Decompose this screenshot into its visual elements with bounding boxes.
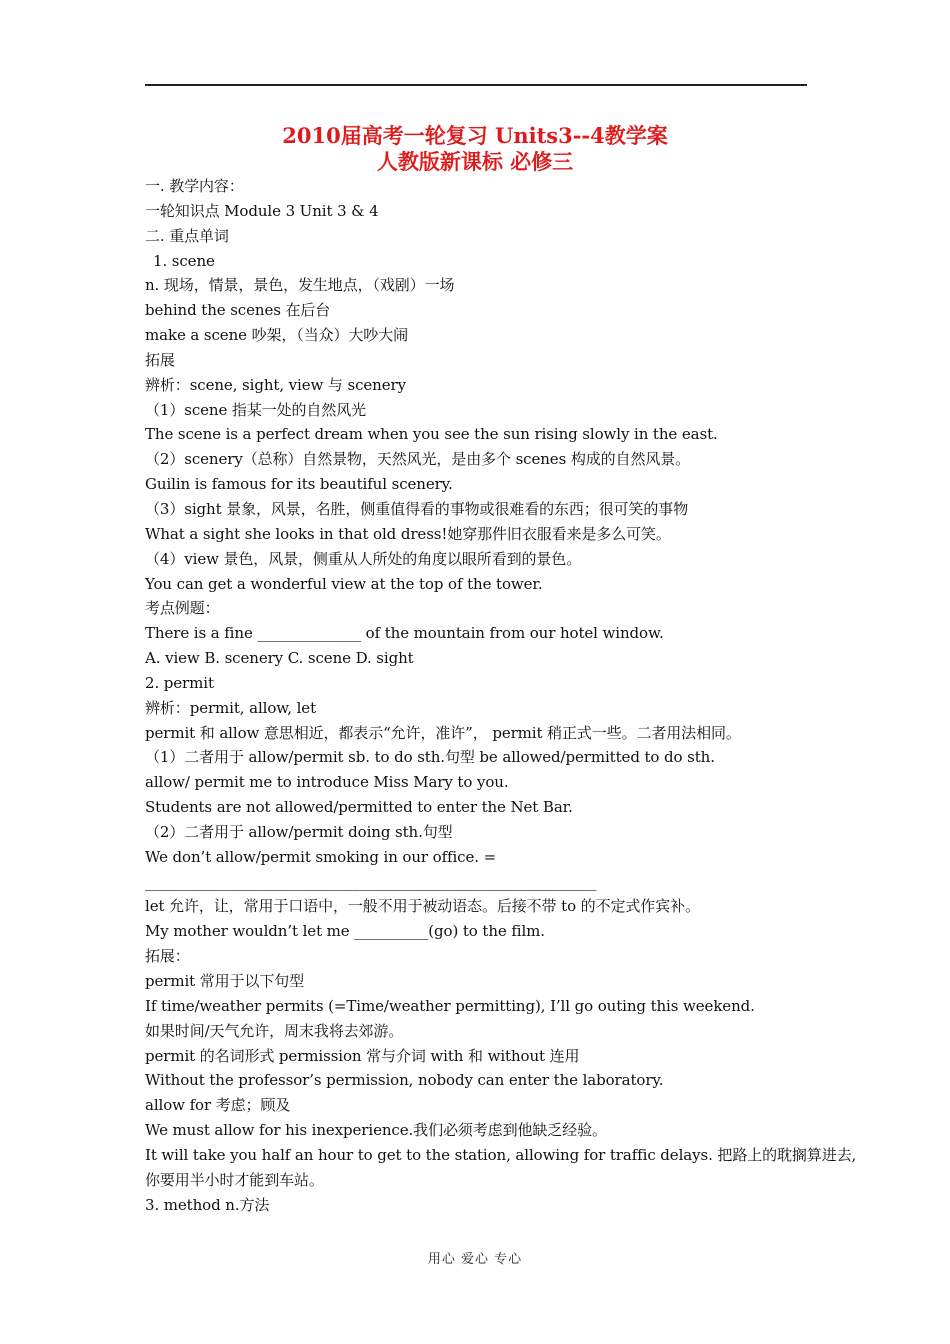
text-line: _____________________________________________________________ bbox=[145, 872, 597, 891]
text-line: 你要用半小时才能到车站。 bbox=[145, 1170, 324, 1189]
text-line: 一. 教学内容： bbox=[145, 177, 244, 195]
text-line: let 允许，让，常用于口语中，一般不用于被动语态。后接不带 to 的不定式作宾补。 bbox=[145, 897, 700, 916]
text-line: 二. 重点单词 bbox=[145, 226, 229, 245]
text-line: It will take you half an hour to get to the station, allowing for traffic delays. 把路上的耽搁算进去, bbox=[145, 1145, 857, 1164]
text-line: Students are not allowed/permitted to enter the Net Bar. bbox=[145, 798, 573, 817]
text-line: （2）二者用于 allow/permit doing sth.句型 bbox=[145, 822, 453, 841]
text-line: （1）二者用于 allow/permit sb. to do sth.句型 be allowed/permitted to do sth. bbox=[145, 748, 715, 767]
text-line: allow for 考虑；顾及 bbox=[145, 1096, 291, 1115]
text-line: （1）scene 指某一处的自然风光 bbox=[145, 400, 367, 419]
text-line: 1. scene bbox=[153, 251, 215, 270]
text-line: 一轮知识点 Module 3 Unit 3 & 4 bbox=[145, 201, 379, 220]
document-body bbox=[145, 174, 857, 1217]
text-line: （4）view 景色，风景，侧重从人所处的角度以眼所看到的景色。 bbox=[145, 549, 582, 568]
text-line: We must allow for his inexperience.我们必须考虑到他缺乏经验。 bbox=[145, 1121, 607, 1140]
text-line: The scene is a perfect dream when you see the sun rising slowly in the east. bbox=[145, 425, 718, 444]
text-line: 拓展： bbox=[145, 947, 190, 966]
text-line: My mother wouldn’t let me __________(go) to the film. bbox=[145, 922, 545, 941]
text-line: A. view B. scenery C. scene D. sight bbox=[145, 649, 414, 668]
text-line: n. 现场，情景，景色，发生地点，（戏剧）一场 bbox=[145, 276, 455, 295]
text-line: If time/weather permits (=Time/weather permitting), I’ll go outing this weekend. bbox=[145, 996, 755, 1015]
document-title: 2010届高考一轮复习 Units3--4教学案 bbox=[282, 123, 668, 148]
text-line: permit 的名词形式 permission 常与介词 with 和 without 连用 bbox=[145, 1046, 580, 1065]
text-line: behind the scenes 在后台 bbox=[145, 301, 331, 320]
text-line: You can get a wonderful view at the top of the tower. bbox=[145, 574, 543, 593]
text-line: There is a fine ______________ of the mountain from our hotel window. bbox=[145, 624, 664, 643]
text-line: 2. permit bbox=[145, 673, 214, 692]
text-line: What a sight she looks in that old dress!她穿那件旧衣服看来是多么可笑。 bbox=[145, 524, 671, 543]
text-line: 辨析：scene, sight, view 与 scenery bbox=[145, 375, 406, 394]
text-line: 辨析：permit, allow, let bbox=[145, 698, 317, 717]
page-footer: 用心 爱心 专心 bbox=[427, 1252, 523, 1267]
header-rule bbox=[145, 84, 807, 86]
text-line: make a scene 吵架，（当众）大吵大闹 bbox=[145, 326, 408, 345]
text-line: We don’t allow/permit smoking in our office. = bbox=[145, 847, 497, 866]
text-line: （3）sight 景象，风景，名胜，侧重值得看的事物或很难看的东西；很可笑的事物 bbox=[145, 499, 689, 518]
text-line: （2）scenery（总称）自然景物，天然风光，是由多个 scenes 构成的自然风景。 bbox=[145, 450, 691, 469]
text-line: 如果时间/天气允许，周末我将去郊游。 bbox=[145, 1021, 404, 1040]
text-line: permit 和 allow 意思相近，都表示“允许，准许”， permit 稍正式一些。二者用法相同。 bbox=[145, 723, 741, 742]
text-line: Guilin is famous for its beautiful scenery. bbox=[145, 475, 453, 494]
text-line: Without the professor’s permission, nobody can enter the laboratory. bbox=[145, 1071, 664, 1090]
text-line: 3. method n.方法 bbox=[145, 1195, 270, 1214]
text-line: permit 常用于以下句型 bbox=[145, 972, 305, 990]
document-subtitle: 人教版新课标 必修三 bbox=[376, 149, 574, 174]
text-line: 拓展 bbox=[145, 350, 175, 369]
text-line: allow/ permit me to introduce Miss Mary to you. bbox=[145, 773, 509, 792]
text-line: 考点例题： bbox=[145, 599, 220, 618]
